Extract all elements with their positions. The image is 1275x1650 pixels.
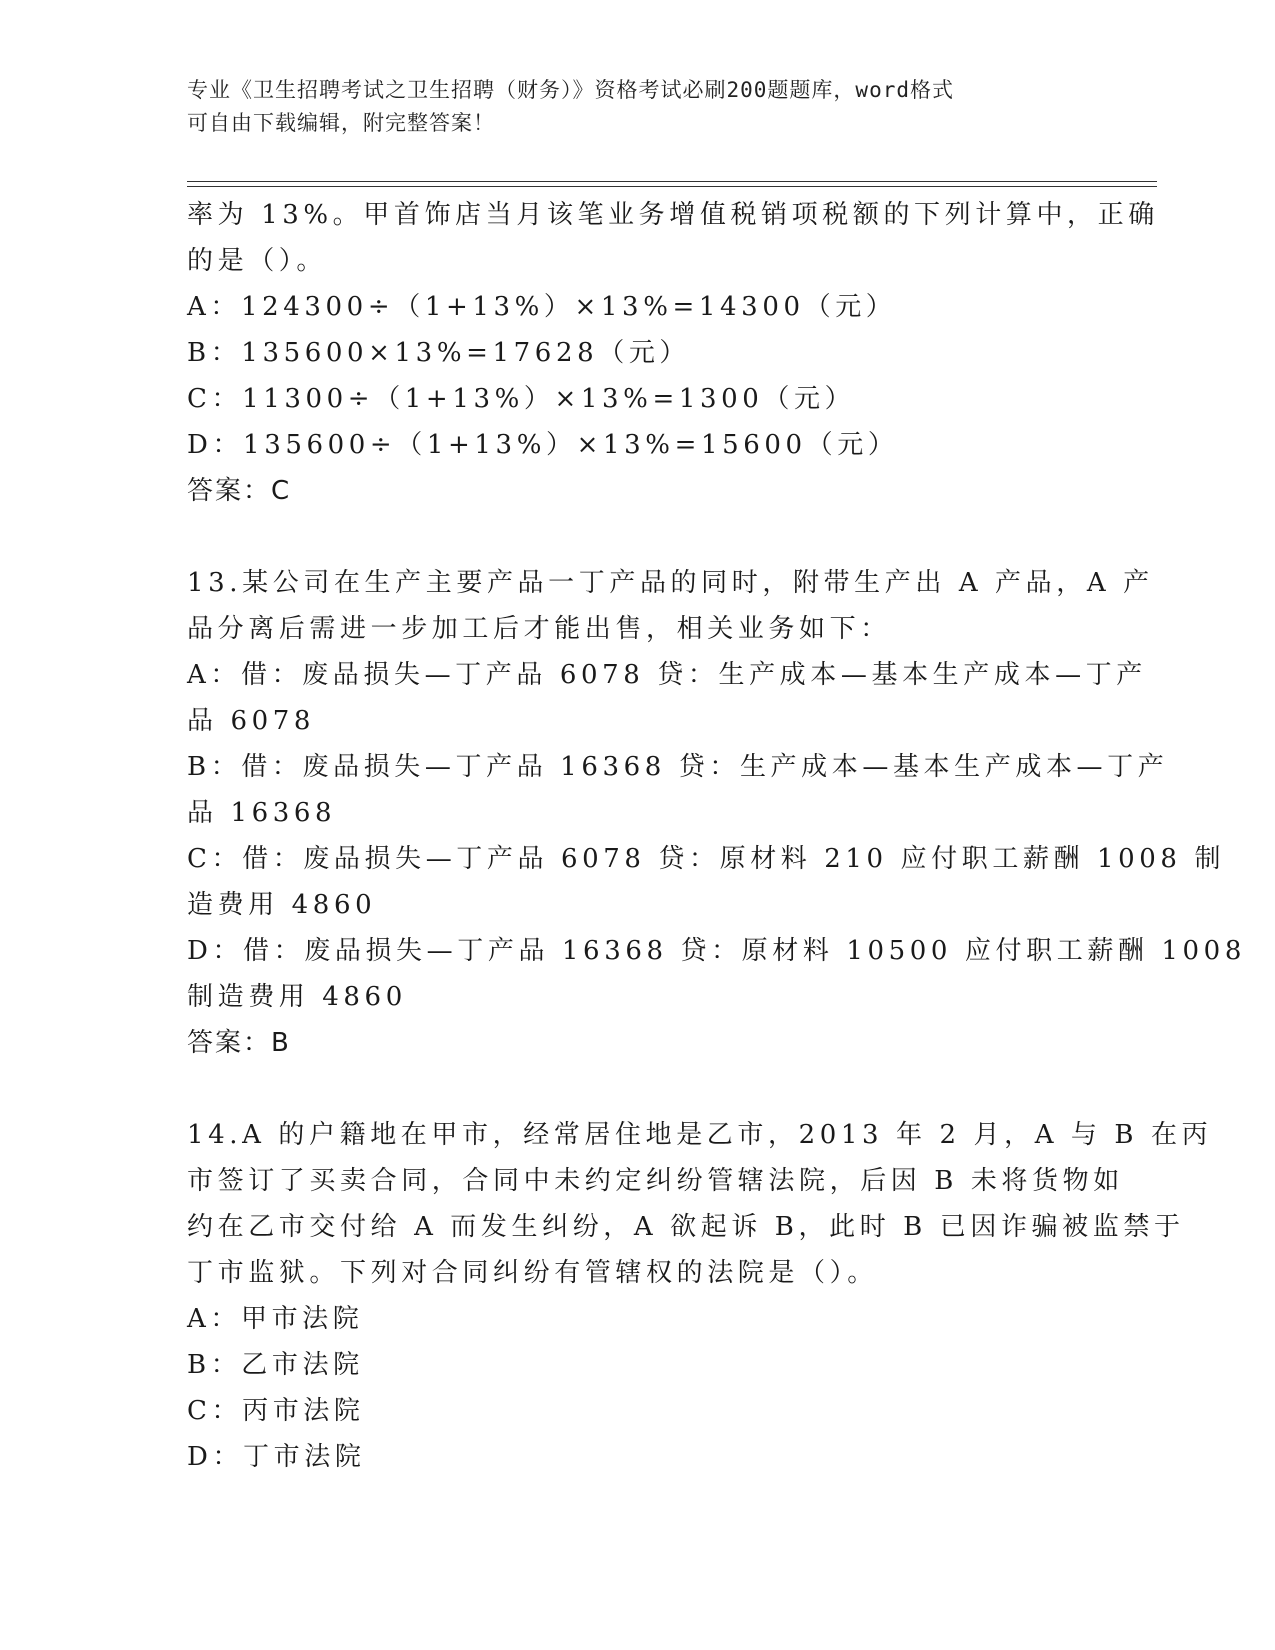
question-14 <box>187 1112 1213 1480</box>
document-header <box>187 74 1087 140</box>
option-a: A：124300÷（1+13%）×13%=14300（元） <box>187 292 897 322</box>
header-title-line-1: 专业《卫生招聘考试之卫生招聘（财务）》资格考试必刷200题题库，word格式 <box>187 78 954 102</box>
question-spacer <box>187 514 1087 560</box>
question-stem-line: 品分离后需进一步加工后才能出售，相关业务如下： <box>187 614 891 644</box>
option-a-continued: 品 6078 <box>187 706 316 736</box>
question-stem-line: 13.某公司在生产主要产品一丁产品的同时，附带生产出 A 产品，A 产 <box>187 568 1154 598</box>
question-stem-line: 的是（）。 <box>187 246 328 276</box>
option-a: A：甲市法院 <box>187 1304 364 1334</box>
header-title-line-2: 可自由下载编辑，附完整答案！ <box>187 111 495 135</box>
header-divider-top <box>187 181 1157 182</box>
option-d: D：丁市法院 <box>187 1442 366 1472</box>
option-d-continued: 制造费用 4860 <box>187 982 407 1012</box>
question-stem-line: 市签订了买卖合同，合同中未约定纠纷管辖法院，后因 B 未将货物如 <box>187 1166 1124 1196</box>
option-c: C：借：废品损失—丁产品 6078 贷：原材料 210 应付职工薪酬 1008 制 <box>187 844 1226 874</box>
question-13 <box>187 560 1246 1066</box>
option-d: D：135600÷（1+13%）×13%=15600（元） <box>187 430 899 460</box>
question-spacer <box>187 1066 1087 1112</box>
question-stem-line: 约在乙市交付给 A 而发生纠纷，A 欲起诉 B，此时 B 已因诈骗被监禁于 <box>187 1212 1185 1242</box>
option-b: B：乙市法院 <box>187 1350 364 1380</box>
header-divider-bottom <box>187 186 1157 187</box>
option-c: C：丙市法院 <box>187 1396 365 1426</box>
option-c-continued: 造费用 4860 <box>187 890 377 920</box>
option-a: A：借：废品损失—丁产品 6078 贷：生产成本—基本生产成本—丁产 <box>187 660 1147 690</box>
option-d: D：借：废品损失—丁产品 16368 贷：原材料 10500 应付职工薪酬 1008 <box>187 936 1246 966</box>
question-stem-line: 14.A 的户籍地在甲市，经常居住地是乙市，2013 年 2 月，A 与 B 在丙 <box>187 1120 1213 1150</box>
option-b: B：借：废品损失—丁产品 16368 贷：生产成本—基本生产成本—丁产 <box>187 752 1169 782</box>
option-c: C：11300÷（1+13%）×13%=1300（元） <box>187 384 856 414</box>
option-b-continued: 品 16368 <box>187 798 337 828</box>
answer-line: 答案：C <box>187 476 292 506</box>
answer-line: 答案：B <box>187 1028 291 1058</box>
document-body <box>187 192 1246 1480</box>
question-stem-line: 率为 13%。甲首饰店当月该笔业务增值税销项税额的下列计算中，正确 <box>187 200 1159 230</box>
question-12 <box>187 192 1159 514</box>
question-stem-line: 丁市监狱。下列对合同纠纷有管辖权的法院是（）。 <box>187 1258 878 1288</box>
option-b: B：135600×13%=17628（元） <box>187 338 691 368</box>
